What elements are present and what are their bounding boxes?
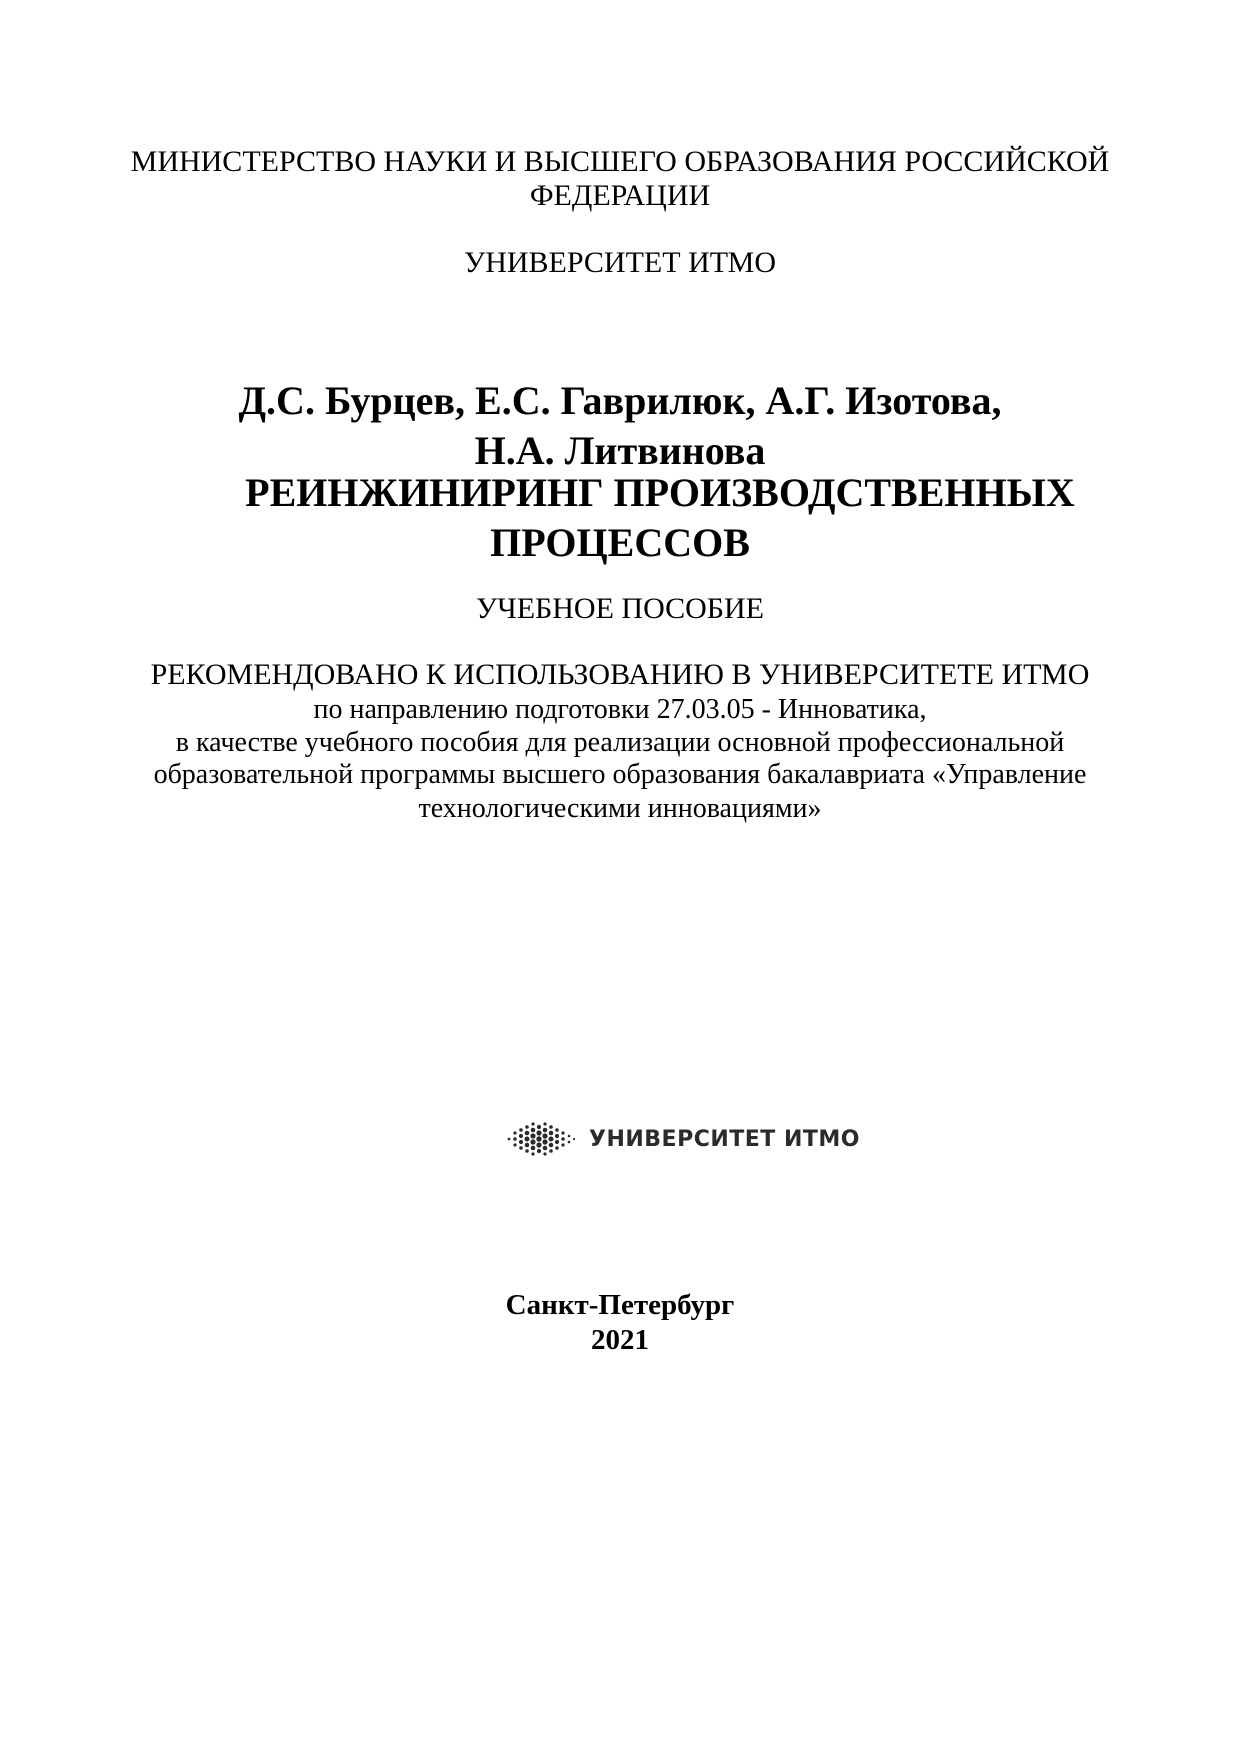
itmo-logo <box>505 1118 860 1160</box>
title-line-2: ПРОЦЕССОВ <box>490 520 750 565</box>
authors-line-2: Н.А. Литвинова <box>474 428 766 473</box>
city: Санкт-Петербург <box>505 1289 735 1321</box>
logo-text: УНИВЕРСИТЕТ ИТМО <box>589 1126 860 1152</box>
recommendation-line-1: РЕКОМЕНДОВАНО К ИСПОЛЬЗОВАНИЮ В УНИВЕРСИТЕТЕ ИТМО <box>150 658 1090 691</box>
itmo-dots-logo-icon <box>505 1121 577 1157</box>
ministry-line-2: ФЕДЕРАЦИИ <box>529 179 711 212</box>
year: 2021 <box>591 1324 649 1356</box>
authors-line-1: Д.С. Бурцев, Е.С. Гаврилюк, А.Г. Изотова, <box>238 378 1002 423</box>
title-line-1: РЕИНЖИНИРИНГ ПРОИЗВОДСТВЕННЫХ <box>245 470 1075 515</box>
recommendation-line-4: образовательной программы высшего образования бакалавриата «Управление <box>153 759 1087 790</box>
recommendation-line-5: технологическими инновациями» <box>418 793 822 824</box>
university-name: УНИВЕРСИТЕТ ИТМО <box>463 246 777 279</box>
document-type: УЧЕБНОЕ ПОСОБИЕ <box>475 592 765 625</box>
recommendation-line-2: по направлению подготовки 27.03.05 - Инноватика, <box>313 694 927 725</box>
recommendation-line-3: в качестве учебного пособия для реализации основной профессиональной <box>175 727 1065 758</box>
ministry-line-1: МИНИСТЕРСТВО НАУКИ И ВЫСШЕГО ОБРАЗОВАНИЯ РОССИЙСКОЙ <box>130 145 1110 178</box>
